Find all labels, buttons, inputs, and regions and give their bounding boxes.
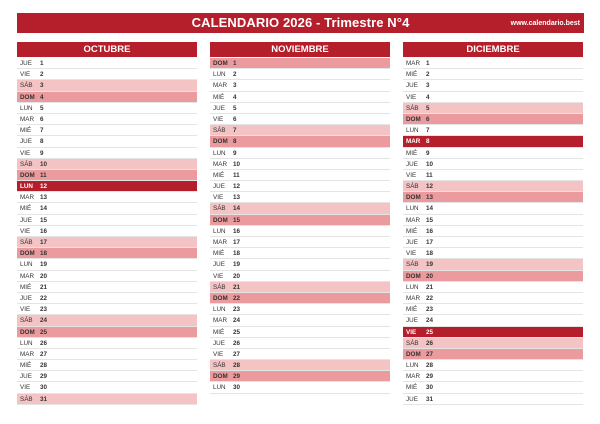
- day-number: 24: [426, 317, 434, 325]
- weekday-label: MIÉ: [20, 283, 32, 291]
- day-number: 5: [426, 104, 430, 112]
- day-number: 11: [40, 171, 47, 179]
- weekday-label: VIE: [406, 93, 417, 101]
- day-row: [403, 103, 583, 114]
- day-row: [210, 148, 390, 159]
- day-row: [403, 327, 583, 338]
- weekday-label: VIE: [20, 384, 31, 392]
- day-row: [17, 148, 197, 159]
- weekday-label: JUE: [20, 216, 32, 224]
- day-row: [210, 58, 390, 69]
- weekday-label: DOM: [406, 115, 421, 123]
- day-number: 3: [233, 82, 237, 90]
- weekday-label: JUE: [406, 82, 418, 90]
- day-number: 4: [426, 93, 430, 101]
- day-row: [210, 282, 390, 293]
- day-row: [210, 114, 390, 125]
- day-number: 10: [426, 160, 434, 168]
- weekday-label: DOM: [406, 194, 421, 202]
- day-number: 8: [40, 138, 44, 146]
- weekday-label: MIÉ: [406, 384, 418, 392]
- day-number: 15: [40, 216, 48, 224]
- day-row: [403, 215, 583, 226]
- weekday-label: MAR: [406, 216, 420, 224]
- day-row: [403, 282, 583, 293]
- day-number: 13: [40, 194, 48, 202]
- weekday-label: LUN: [406, 205, 419, 213]
- day-number: 3: [426, 82, 430, 90]
- weekday-label: JUE: [20, 373, 32, 381]
- weekday-label: MIÉ: [20, 362, 32, 370]
- month-column-december: [403, 42, 583, 405]
- weekday-label: SÁB: [20, 82, 33, 90]
- day-number: 22: [426, 294, 434, 302]
- day-row: [210, 159, 390, 170]
- weekday-label: DOM: [20, 93, 35, 101]
- weekday-label: MAR: [20, 350, 34, 358]
- weekday-label: DOM: [406, 350, 421, 358]
- day-row: [210, 248, 390, 259]
- weekday-label: MAR: [406, 294, 420, 302]
- day-number: 9: [233, 149, 237, 157]
- day-row: [403, 125, 583, 136]
- day-number: 17: [426, 239, 434, 246]
- day-number: 15: [233, 216, 241, 224]
- day-number: 1: [426, 60, 430, 67]
- weekday-label: JUE: [20, 294, 32, 302]
- day-row: [403, 170, 583, 181]
- weekday-label: SÁB: [213, 362, 226, 370]
- weekday-label: MIÉ: [213, 250, 225, 258]
- title-bar: [17, 13, 584, 33]
- day-number: 17: [40, 239, 48, 246]
- day-number: 13: [233, 194, 241, 202]
- day-number: 6: [233, 115, 237, 123]
- weekday-label: DOM: [406, 272, 421, 280]
- day-number: 11: [233, 171, 240, 179]
- weekday-label: JUE: [20, 60, 32, 67]
- day-number: 27: [40, 350, 48, 358]
- day-number: 24: [40, 317, 48, 325]
- weekday-label: LUN: [20, 183, 33, 191]
- month-header: OCTUBRE: [17, 42, 197, 57]
- day-number: 12: [426, 183, 434, 191]
- day-number: 19: [426, 261, 434, 269]
- weekday-label: MAR: [213, 82, 227, 90]
- day-number: 21: [426, 283, 434, 291]
- day-number: 6: [40, 115, 44, 123]
- day-row: [210, 203, 390, 214]
- day-number: 27: [233, 350, 241, 358]
- day-row: [403, 382, 583, 393]
- day-row: [403, 237, 583, 248]
- day-row: [403, 371, 583, 382]
- weekday-label: LUN: [213, 384, 226, 392]
- weekday-label: JUE: [213, 261, 225, 269]
- weekday-label: JUE: [213, 339, 225, 347]
- day-number: 9: [40, 149, 44, 157]
- day-row: [17, 327, 197, 338]
- day-number: 23: [233, 306, 241, 314]
- weekday-label: DOM: [213, 294, 228, 302]
- day-number: 21: [233, 283, 241, 291]
- day-row: [403, 69, 583, 80]
- weekday-label: MIÉ: [406, 149, 418, 157]
- month-header: DICIEMBRE: [403, 42, 583, 57]
- weekday-label: SÁB: [20, 239, 33, 246]
- day-row: [403, 159, 583, 170]
- day-row: [17, 170, 197, 181]
- weekday-label: SÁB: [20, 317, 33, 325]
- day-number: 2: [40, 71, 44, 79]
- weekday-label: LUN: [213, 149, 226, 157]
- day-row: [403, 349, 583, 360]
- day-row: [210, 125, 390, 136]
- day-row: [210, 92, 390, 103]
- day-number: 27: [426, 350, 434, 358]
- day-row: [210, 181, 390, 192]
- day-row: [210, 226, 390, 237]
- day-row: [210, 80, 390, 91]
- weekday-label: VIE: [20, 227, 31, 235]
- day-number: 20: [233, 272, 241, 280]
- day-number: 26: [233, 339, 241, 347]
- day-row: [17, 394, 197, 405]
- day-row: [17, 203, 197, 214]
- day-row: [17, 136, 197, 147]
- day-row: [17, 371, 197, 382]
- weekday-label: LUN: [20, 339, 33, 347]
- day-row: [403, 360, 583, 371]
- day-number: 18: [233, 250, 241, 258]
- day-number: 4: [233, 93, 237, 101]
- day-list: [210, 58, 390, 394]
- day-row: [17, 215, 197, 226]
- day-number: 16: [40, 227, 48, 235]
- weekday-label: DOM: [213, 138, 228, 146]
- day-number: 26: [40, 339, 48, 347]
- weekday-label: DOM: [213, 60, 228, 67]
- day-number: 28: [233, 362, 241, 370]
- day-row: [210, 382, 390, 393]
- weekday-label: LUN: [20, 104, 33, 112]
- weekday-label: DOM: [20, 171, 35, 179]
- weekday-label: JUE: [406, 317, 418, 325]
- month-column-november: [210, 42, 390, 394]
- day-row: [17, 103, 197, 114]
- weekday-label: DOM: [20, 328, 35, 336]
- day-row: [17, 382, 197, 393]
- day-row: [210, 259, 390, 270]
- day-row: [17, 226, 197, 237]
- day-number: 20: [426, 272, 434, 280]
- month-header: NOVIEMBRE: [210, 42, 390, 57]
- weekday-label: MAR: [213, 317, 227, 325]
- weekday-label: VIE: [213, 194, 224, 202]
- weekday-label: MAR: [20, 115, 34, 123]
- day-row: [403, 293, 583, 304]
- day-number: 9: [426, 149, 430, 157]
- day-row: [17, 304, 197, 315]
- day-row: [403, 271, 583, 282]
- day-number: 18: [426, 250, 434, 258]
- day-number: 7: [426, 127, 430, 135]
- weekday-label: VIE: [213, 350, 224, 358]
- day-number: 7: [40, 127, 44, 135]
- weekday-label: VIE: [20, 71, 31, 79]
- day-number: 11: [426, 171, 433, 179]
- day-row: [403, 192, 583, 203]
- weekday-label: MAR: [20, 272, 34, 280]
- weekday-label: LUN: [406, 362, 419, 370]
- day-row: [17, 192, 197, 203]
- month-column-october: [17, 42, 197, 405]
- day-row: [403, 248, 583, 259]
- day-row: [210, 103, 390, 114]
- day-row: [210, 170, 390, 181]
- weekday-label: VIE: [213, 115, 224, 123]
- day-number: 29: [40, 373, 48, 381]
- day-number: 30: [40, 384, 48, 392]
- weekday-label: MAR: [406, 373, 420, 381]
- day-number: 28: [426, 362, 434, 370]
- day-row: [17, 349, 197, 360]
- day-number: 2: [426, 71, 430, 79]
- weekday-label: MAR: [406, 138, 421, 146]
- day-number: 24: [233, 317, 241, 325]
- day-row: [210, 315, 390, 326]
- weekday-label: MAR: [406, 60, 420, 67]
- day-row: [210, 192, 390, 203]
- day-row: [17, 114, 197, 125]
- weekday-label: DOM: [213, 216, 228, 224]
- weekday-label: JUE: [213, 104, 225, 112]
- day-number: 5: [233, 104, 237, 112]
- weekday-label: VIE: [406, 250, 417, 258]
- day-list: [17, 58, 197, 405]
- day-row: [403, 80, 583, 91]
- weekday-label: DOM: [20, 250, 35, 258]
- day-row: [17, 259, 197, 270]
- website-label: www.calendario.best: [510, 20, 580, 27]
- day-row: [17, 293, 197, 304]
- day-number: 18: [40, 250, 48, 258]
- day-number: 23: [426, 306, 434, 314]
- weekday-label: MIÉ: [406, 227, 418, 235]
- weekday-label: JUE: [406, 395, 418, 403]
- weekday-label: VIE: [20, 306, 31, 314]
- day-row: [210, 338, 390, 349]
- weekday-label: LUN: [213, 306, 226, 314]
- day-row: [17, 181, 197, 192]
- day-number: 19: [233, 261, 241, 269]
- day-number: 12: [233, 183, 241, 191]
- weekday-label: LUN: [406, 283, 419, 291]
- day-number: 29: [426, 373, 434, 381]
- day-number: 15: [426, 216, 434, 224]
- day-number: 17: [233, 239, 241, 246]
- weekday-label: DOM: [213, 373, 228, 381]
- day-row: [403, 136, 583, 147]
- day-number: 30: [233, 384, 241, 392]
- day-row: [210, 237, 390, 248]
- weekday-label: JUE: [213, 183, 225, 191]
- day-number: 21: [40, 283, 48, 291]
- day-number: 23: [40, 306, 48, 314]
- day-row: [17, 360, 197, 371]
- day-row: [17, 80, 197, 91]
- day-row: [210, 293, 390, 304]
- day-number: 8: [233, 138, 237, 146]
- day-row: [17, 159, 197, 170]
- day-number: 16: [233, 227, 241, 235]
- day-row: [210, 371, 390, 382]
- page-title: CALENDARIO 2026 - Trimestre N°4: [191, 15, 410, 30]
- day-row: [17, 237, 197, 248]
- day-number: 22: [233, 294, 241, 302]
- weekday-label: VIE: [406, 328, 417, 336]
- day-row: [17, 338, 197, 349]
- day-number: 25: [40, 328, 48, 336]
- weekday-label: LUN: [213, 227, 226, 235]
- day-row: [403, 226, 583, 237]
- day-row: [210, 349, 390, 360]
- weekday-label: SÁB: [406, 261, 419, 269]
- day-number: 26: [426, 339, 434, 347]
- day-row: [17, 125, 197, 136]
- day-row: [210, 327, 390, 338]
- day-number: 31: [426, 395, 434, 403]
- day-row: [17, 248, 197, 259]
- day-row: [210, 136, 390, 147]
- weekday-label: SÁB: [213, 205, 226, 213]
- day-number: 25: [426, 328, 434, 336]
- day-row: [403, 203, 583, 214]
- day-row: [403, 114, 583, 125]
- day-number: 1: [40, 60, 44, 67]
- day-number: 4: [40, 93, 44, 101]
- day-row: [403, 338, 583, 349]
- weekday-label: SÁB: [213, 283, 226, 291]
- day-row: [403, 148, 583, 159]
- day-row: [17, 92, 197, 103]
- day-row: [403, 259, 583, 270]
- weekday-label: VIE: [406, 171, 417, 179]
- weekday-label: SÁB: [406, 104, 419, 112]
- weekday-label: VIE: [20, 149, 31, 157]
- day-number: 25: [233, 328, 241, 336]
- day-number: 7: [233, 127, 237, 135]
- day-number: 1: [233, 60, 237, 67]
- day-row: [403, 58, 583, 69]
- day-row: [210, 360, 390, 371]
- day-number: 13: [426, 194, 434, 202]
- day-number: 19: [40, 261, 48, 269]
- day-number: 3: [40, 82, 44, 90]
- weekday-label: MIÉ: [213, 328, 225, 336]
- day-number: 14: [233, 205, 241, 213]
- day-row: [17, 315, 197, 326]
- day-row: [210, 271, 390, 282]
- day-number: 14: [40, 205, 48, 213]
- day-number: 16: [426, 227, 434, 235]
- weekday-label: JUE: [406, 160, 418, 168]
- weekday-label: MIÉ: [20, 127, 32, 135]
- day-number: 14: [426, 205, 434, 213]
- day-number: 29: [233, 373, 241, 381]
- day-number: 2: [233, 71, 237, 79]
- weekday-label: LUN: [213, 71, 226, 79]
- day-number: 31: [40, 395, 48, 403]
- day-row: [403, 92, 583, 103]
- weekday-label: SÁB: [213, 127, 226, 135]
- weekday-label: MIÉ: [213, 93, 225, 101]
- day-row: [403, 181, 583, 192]
- day-number: 28: [40, 362, 48, 370]
- day-row: [17, 271, 197, 282]
- day-row: [210, 304, 390, 315]
- day-number: 8: [426, 138, 430, 146]
- weekday-label: LUN: [20, 261, 33, 269]
- weekday-label: SÁB: [20, 395, 33, 403]
- weekday-label: MIÉ: [20, 205, 32, 213]
- weekday-label: JUE: [406, 239, 418, 246]
- weekday-label: MAR: [213, 160, 227, 168]
- weekday-label: MAR: [20, 194, 34, 202]
- weekday-label: JUE: [20, 138, 32, 146]
- day-number: 20: [40, 272, 48, 280]
- weekday-label: VIE: [213, 272, 224, 280]
- weekday-label: MIÉ: [406, 306, 418, 314]
- day-number: 22: [40, 294, 48, 302]
- weekday-label: MAR: [213, 239, 227, 246]
- weekday-label: SÁB: [406, 339, 419, 347]
- day-row: [17, 69, 197, 80]
- day-row: [17, 282, 197, 293]
- day-number: 10: [233, 160, 241, 168]
- day-row: [403, 394, 583, 405]
- day-number: 10: [40, 160, 48, 168]
- day-row: [210, 215, 390, 226]
- day-row: [403, 315, 583, 326]
- weekday-label: MIÉ: [213, 171, 225, 179]
- day-row: [403, 304, 583, 315]
- day-number: 6: [426, 115, 430, 123]
- day-row: [17, 58, 197, 69]
- weekday-label: MIÉ: [406, 71, 418, 79]
- day-number: 30: [426, 384, 434, 392]
- day-number: 12: [40, 183, 48, 191]
- day-row: [210, 69, 390, 80]
- day-number: 5: [40, 104, 44, 112]
- day-list: [403, 58, 583, 405]
- weekday-label: SÁB: [406, 183, 419, 191]
- weekday-label: SÁB: [20, 160, 33, 168]
- weekday-label: LUN: [406, 127, 419, 135]
